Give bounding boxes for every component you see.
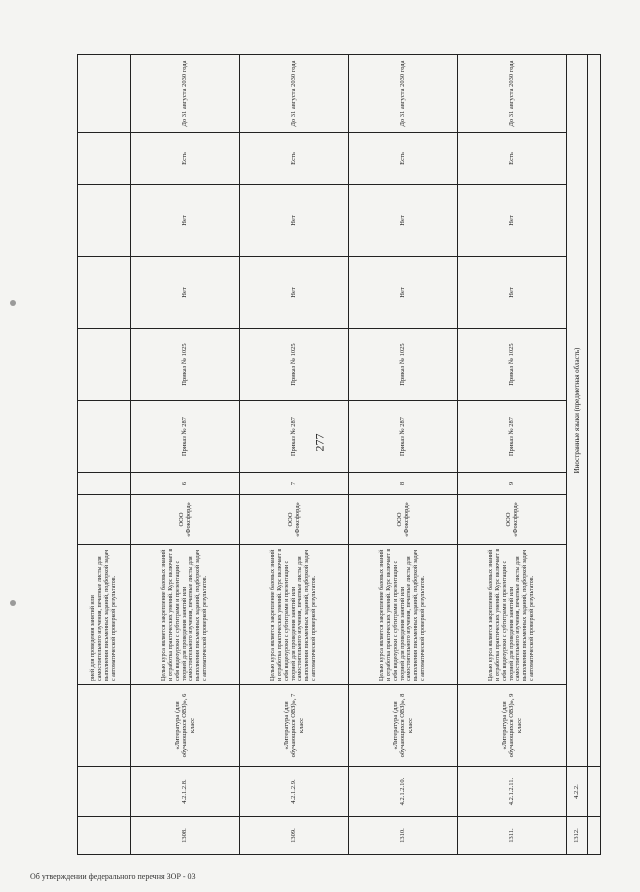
row-number: 1308.: [131, 817, 240, 855]
table-row-section: [567, 55, 588, 855]
registry-table: [77, 54, 601, 855]
column-9: Нет: [349, 257, 458, 329]
rotated-table-sheet: [77, 55, 582, 855]
order-287: Приказ № 287: [349, 401, 458, 473]
column-11: Есть: [458, 133, 567, 185]
table-row: [458, 55, 567, 855]
deadline: До 31 августа 2030 года: [349, 55, 458, 133]
course-title: «Литература (для обучающихся ОВЗ)», 9 класс: [458, 685, 567, 767]
ordinal: 8: [349, 473, 458, 495]
punch-hole: [10, 600, 16, 606]
course-description: Целью курса является закрепление базовых знаний и отработка практических умений. Курс включает в себя видеоуроки с субтитрами и презентации с теорией для проведения занятий или самостоятельного изучения, печатные листы для выполнения письменных заданий, подборкой задач с автоматической проверкой результатов.: [349, 545, 458, 685]
page-number: 277: [312, 433, 327, 452]
deadline: До 31 августа 2030 года: [131, 55, 240, 133]
row-code: 4.2.1.2.9.: [240, 767, 349, 817]
column-10: Нет: [349, 185, 458, 257]
table-row: [240, 55, 349, 855]
column-11: Есть: [349, 133, 458, 185]
order-287: Приказ № 287: [458, 401, 567, 473]
course-title: «Литература (для обучающихся ОВЗ)», 8 класс: [349, 685, 458, 767]
deadline: До 31 августа 2030 года: [240, 55, 349, 133]
column-11: Есть: [131, 133, 240, 185]
row-code: 4.2.1.2.11.: [458, 767, 567, 817]
column-9: Нет: [240, 257, 349, 329]
course-description: Целью курса является закрепление базовых знаний и отработка практических умений. Курс включает в себя видеоуроки с субтитрами и презентации с теорией для проведения занятий или самостоятельного изучения, печатные листы для выполнения письменных заданий, подборкой задач с автоматической проверкой результатов.: [458, 545, 567, 685]
footer-note: Об утверждении федерального перечня ЗОР - 03: [30, 872, 196, 881]
column-10: Нет: [240, 185, 349, 257]
organization: ООО «Фоксфорд»: [240, 495, 349, 545]
ordinal: 7: [240, 473, 349, 495]
organization: ООО «Фоксфорд»: [458, 495, 567, 545]
order-1025: Приказ № 1025: [458, 329, 567, 401]
table-row: [131, 55, 240, 855]
row-number: 1311.: [458, 817, 567, 855]
course-title: «Литература (для обучающихся ОВЗ)», 7 класс: [240, 685, 349, 767]
row-number: 1312.: [567, 817, 588, 855]
order-1025: Приказ № 1025: [349, 329, 458, 401]
column-11: Есть: [240, 133, 349, 185]
continued-description: рией для проведения занятий или самостоятельного изучения, печатные листы для выполнения письменных заданий, подборкой задач с автоматической проверкой результатов.: [78, 545, 131, 685]
course-description: Целью курса является закрепление базовых знаний и отработка практических умений. Курс включает в себя видеоуроки с субтитрами и презентации с теорией для проведения занятий или самостоятельного изучения, печатные листы для выполнения письменных заданий, подборкой задач с автоматической проверкой результатов.: [131, 545, 240, 685]
course-title: «Литература (для обучающихся ОВЗ)», 6 класс: [131, 685, 240, 767]
row-number: 1309.: [240, 817, 349, 855]
table-row-continuation: [78, 55, 131, 855]
organization: ООО «Фоксфорд»: [131, 495, 240, 545]
ordinal: 9: [458, 473, 567, 495]
order-1025: Приказ № 1025: [131, 329, 240, 401]
section-label: Иностранные языки (предметная область): [567, 55, 588, 767]
row-code: 4.2.1.2.10.: [349, 767, 458, 817]
punch-hole: [10, 300, 16, 306]
row-code: 4.2.2.: [567, 767, 588, 817]
column-10: Нет: [131, 185, 240, 257]
course-description: Целью курса является закрепление базовых знаний и отработка практических умений. Курс включает в себя видеоуроки с субтитрами и презентации с теорией для проведения занятий или самостоятельного изучения, печатные листы для выполнения письменных заданий, подборкой задач с автоматической проверкой результатов.: [240, 545, 349, 685]
order-287: Приказ № 287: [131, 401, 240, 473]
row-code: 4.2.1.2.8.: [131, 767, 240, 817]
order-287: Приказ № 287: [240, 401, 349, 473]
column-10: Нет: [458, 185, 567, 257]
deadline: До 31 августа 2030 года: [458, 55, 567, 133]
column-9: Нет: [458, 257, 567, 329]
table-row: [349, 55, 458, 855]
organization: ООО «Фоксфорд»: [349, 495, 458, 545]
table-row-tail: [588, 55, 601, 855]
row-number: 1310.: [349, 817, 458, 855]
order-1025: Приказ № 1025: [240, 329, 349, 401]
column-9: Нет: [131, 257, 240, 329]
ordinal: 6: [131, 473, 240, 495]
